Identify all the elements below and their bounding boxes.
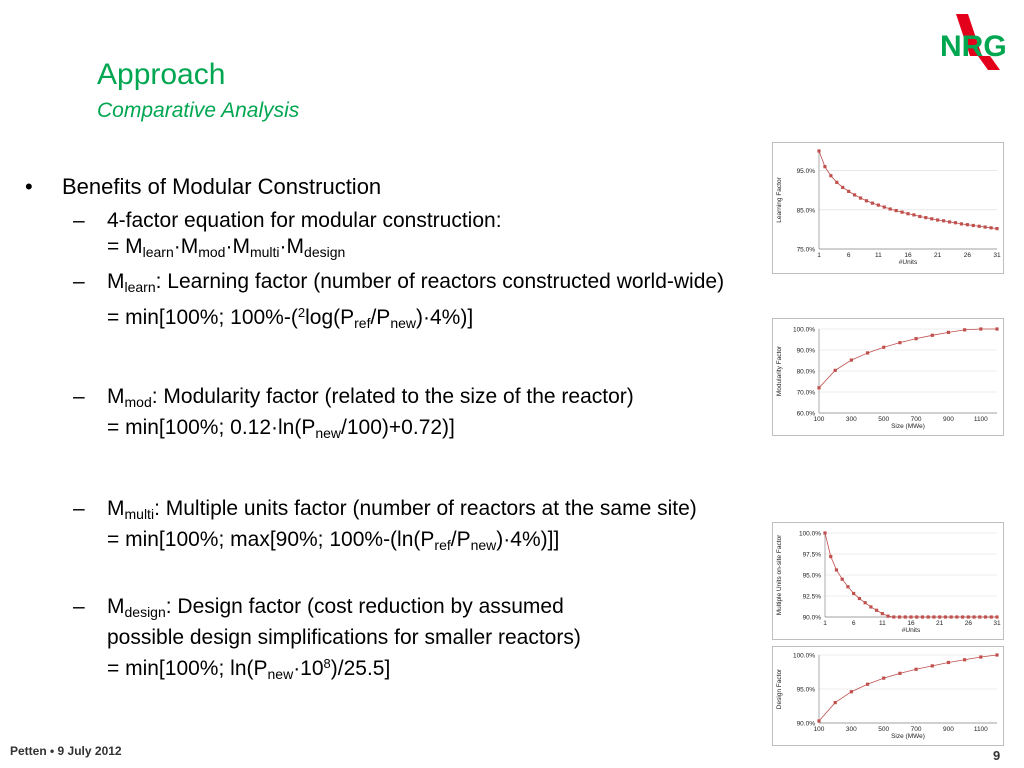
data-point (889, 207, 892, 210)
learning-desc: $M_{learn}$: Learning factor (number of reactors constructed world-wide) (107, 270, 725, 295)
item-learning (25, 269, 765, 336)
design-formula: = min[100%; $\ln(P_{new}\cdot 10^8)/25.5$] (107, 656, 391, 682)
data-point (877, 203, 880, 206)
data-point (947, 331, 950, 334)
data-point (995, 615, 998, 618)
data-point (847, 190, 850, 193)
data-point (841, 186, 844, 189)
x-tick-label: 6 (851, 620, 856, 627)
x-tick-label: 21 (936, 620, 944, 627)
y-axis-title: Learning Factor (776, 177, 783, 223)
item-equation (25, 208, 765, 265)
data-point (963, 658, 966, 661)
dash: – (73, 385, 85, 408)
x-axis-title: Size (MWe) (891, 423, 925, 430)
data-point (967, 615, 970, 618)
data-point (960, 222, 963, 225)
data-point (835, 568, 838, 571)
data-point (930, 217, 933, 220)
data-point (852, 592, 855, 595)
modularity-factor-chart (772, 318, 1004, 436)
x-tick-label: 1100 (973, 416, 988, 423)
learning-factor-plot (773, 143, 1003, 273)
data-point (995, 653, 998, 656)
x-tick-label: 11 (874, 252, 882, 259)
y-tick-label: 95.0% (802, 572, 821, 580)
x-tick-label: 11 (878, 620, 886, 627)
data-point (829, 174, 832, 177)
data-point (948, 220, 951, 223)
y-tick-label: 90.0% (796, 720, 815, 728)
x-tick-label: 16 (907, 620, 915, 627)
data-point (841, 578, 844, 581)
data-point (900, 211, 903, 214)
slide-subtitle: Comparative Analysis (97, 99, 300, 122)
y-tick-label: 75.0% (796, 246, 815, 254)
data-point (912, 213, 915, 216)
item-design (25, 594, 765, 687)
bullet-heading: Benefits of Modular Construction (62, 174, 382, 199)
equation-intro: 4-factor equation for modular construction: (107, 209, 502, 232)
x-tick-label: 31 (993, 252, 1001, 259)
dash: – (73, 595, 85, 618)
data-point (881, 612, 884, 615)
data-point (931, 334, 934, 337)
data-point (829, 555, 832, 558)
x-axis-title: Size (MWe) (891, 733, 925, 740)
data-point (875, 609, 878, 612)
data-point (979, 327, 982, 330)
y-tick-label: 92.5% (802, 593, 821, 601)
x-tick-label: 500 (878, 416, 890, 423)
data-point (915, 615, 918, 618)
y-tick-label: 100.0% (798, 530, 821, 538)
data-point (914, 337, 917, 340)
data-point (972, 615, 975, 618)
x-axis-title: #Units (898, 259, 918, 266)
data-point (938, 615, 941, 618)
y-axis-title: Design Factor (776, 668, 783, 710)
y-tick-label: 70.0% (796, 389, 815, 397)
data-point (853, 193, 856, 196)
data-point (918, 215, 921, 218)
data-point (866, 351, 869, 354)
data-point (866, 683, 869, 686)
data-point (966, 223, 969, 226)
x-tick-label: 1100 (973, 726, 988, 733)
learning-formula: = min[100%; $100\%-(^2\log(P_{ref}/P_{new})\cdot 4\%)$] (107, 305, 474, 331)
svg-text:NRG: NRG (940, 30, 1007, 63)
y-tick-label: 95.0% (796, 686, 815, 694)
data-point (898, 615, 901, 618)
data-point (927, 615, 930, 618)
x-tick-label: 900 (943, 726, 954, 733)
y-tick-label: 95.0% (796, 168, 815, 176)
bullet-benefits (25, 174, 765, 200)
data-point (936, 218, 939, 221)
data-point (990, 615, 993, 618)
data-point (979, 655, 982, 658)
data-point (886, 615, 889, 618)
data-point (871, 202, 874, 205)
series-line (819, 329, 997, 388)
y-tick-label: 90.0% (796, 347, 815, 355)
data-point (882, 346, 885, 349)
data-point (921, 615, 924, 618)
data-point (834, 369, 837, 372)
data-point (895, 209, 898, 212)
x-tick-label: 1 (817, 252, 821, 259)
multiple-units-plot (773, 523, 1003, 639)
x-tick-label: 900 (943, 416, 954, 423)
data-point (909, 615, 912, 618)
data-point (924, 216, 927, 219)
x-tick-label: 100 (813, 726, 825, 733)
y-tick-label: 97.5% (802, 551, 821, 559)
data-point (950, 615, 953, 618)
design-factor-plot (773, 647, 1003, 745)
data-point (850, 690, 853, 693)
y-tick-label: 80.0% (796, 368, 815, 376)
series-line (819, 151, 997, 229)
x-tick-label: 16 (904, 252, 912, 259)
data-point (906, 212, 909, 215)
learning-factor-chart (772, 142, 1004, 274)
data-point (898, 672, 901, 675)
modularity-formula: = min[100%; $0.12\cdot\ln(P_{new}/100)+0.72$)] (107, 416, 455, 441)
x-tick-label: 700 (910, 726, 922, 733)
data-point (869, 605, 872, 608)
data-point (944, 615, 947, 618)
data-point (835, 181, 838, 184)
data-point (955, 615, 958, 618)
nrg-logo (938, 12, 1007, 70)
x-axis-title: #Units (901, 627, 921, 634)
x-tick-label: 31 (993, 620, 1001, 627)
data-point (882, 677, 885, 680)
x-tick-label: 500 (878, 726, 890, 733)
page-number: 9 (993, 748, 1001, 763)
y-axis-title: Multiple Units on-site Factor (776, 534, 783, 616)
data-point (963, 328, 966, 331)
bullet-dot: • (25, 174, 33, 199)
multi-formula: = min[100%; max[90%; $100\%-(\ln(P_{ref}/P_{new})\cdot 4\%)$]] (107, 528, 560, 553)
x-tick-label: 700 (910, 416, 922, 423)
data-point (931, 664, 934, 667)
design-factor-chart (772, 646, 1004, 746)
data-point (817, 719, 820, 722)
data-point (858, 597, 861, 600)
data-point (817, 386, 820, 389)
modularity-factor-plot (773, 319, 1003, 435)
data-point (947, 661, 950, 664)
x-tick-label: 300 (845, 726, 857, 733)
y-tick-label: 100.0% (792, 326, 815, 334)
dash: – (73, 497, 85, 520)
data-point (995, 227, 998, 230)
y-tick-label: 85.0% (796, 207, 815, 215)
data-point (823, 531, 826, 534)
data-point (978, 615, 981, 618)
data-point (883, 205, 886, 208)
data-point (864, 601, 867, 604)
slide-title: Approach (97, 58, 226, 91)
y-tick-label: 90.0% (802, 614, 821, 622)
data-point (865, 199, 868, 202)
modularity-desc: $M_{mod}$: Modularity factor (related to the size of the reactor) (107, 385, 634, 410)
data-point (984, 615, 987, 618)
data-point (898, 341, 901, 344)
design-desc: $M_{design}$: Design factor (cost reduction by assumed (107, 595, 564, 620)
data-point (942, 219, 945, 222)
footer-text: Petten • 9 July 2012 (10, 744, 122, 758)
x-tick-label: 26 (963, 252, 971, 259)
data-point (932, 615, 935, 618)
item-modularity (25, 384, 765, 446)
data-point (914, 668, 917, 671)
multi-desc: $M_{multi}$: Multiple units factor (number of reactors at the same site) (107, 497, 697, 522)
equation-formula: = $M_{learn}\cdot M_{mod}\cdot M_{multi}\cdot M_{design}$ (107, 235, 346, 260)
data-point (995, 327, 998, 330)
series-line (819, 655, 997, 721)
multiple-units-chart (772, 522, 1004, 640)
x-tick-label: 21 (934, 252, 942, 259)
data-point (859, 196, 862, 199)
design-desc-2: possible design simplifications for smaller reactors) (107, 626, 581, 649)
dash: – (73, 209, 85, 232)
data-point (823, 165, 826, 168)
data-point (904, 615, 907, 618)
data-point (961, 615, 964, 618)
y-tick-label: 60.0% (796, 410, 815, 418)
data-point (984, 225, 987, 228)
data-point (972, 224, 975, 227)
data-point (892, 615, 895, 618)
y-axis-title: Modularity Factor (776, 345, 783, 397)
x-tick-label: 1 (823, 620, 827, 627)
data-point (817, 149, 820, 152)
x-tick-label: 6 (846, 252, 851, 259)
data-point (846, 585, 849, 588)
x-tick-label: 26 (964, 620, 972, 627)
data-point (978, 225, 981, 228)
data-point (989, 226, 992, 229)
x-tick-label: 300 (845, 416, 857, 423)
y-tick-label: 100.0% (792, 652, 815, 660)
slide-body (25, 174, 765, 687)
data-point (954, 221, 957, 224)
data-point (850, 358, 853, 361)
data-point (834, 701, 837, 704)
x-tick-label: 100 (813, 416, 825, 423)
item-multi (25, 496, 765, 558)
dash: – (73, 270, 85, 293)
